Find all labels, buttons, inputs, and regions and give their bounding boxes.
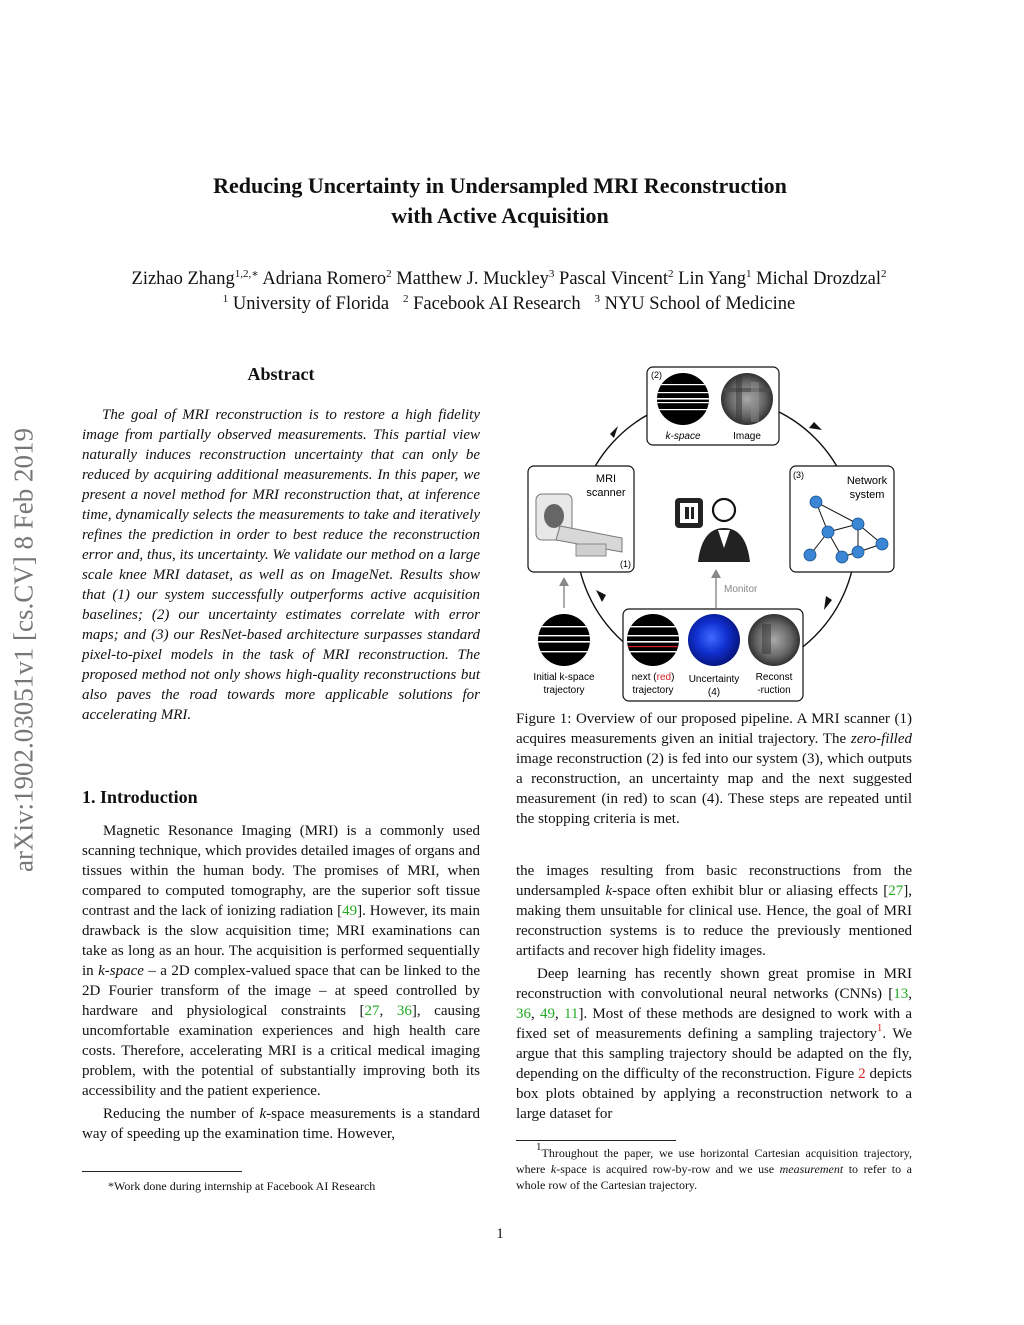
initial-label-line-2: trajectory — [543, 685, 585, 696]
network-node — [852, 518, 864, 530]
image-label: Image — [733, 431, 761, 442]
cycle-arrowhead — [596, 590, 606, 602]
next-trajectory-icon — [627, 614, 679, 666]
author: Michal Drozdzal$^2$ — [756, 268, 887, 289]
citation-link[interactable]: 36 — [516, 1006, 531, 1022]
author: Lin Yang$^1$ — [678, 268, 752, 289]
footnote-ref[interactable]: 1 — [876, 1022, 883, 1034]
recon-label-line-2: -ruction — [757, 685, 791, 696]
step-label-4: (4) — [707, 687, 721, 698]
author-list — [0, 269, 1018, 290]
step-label-1: (1) — [620, 559, 631, 569]
reconstruction-icon — [748, 614, 800, 666]
cycle-arrowhead — [809, 422, 822, 430]
right-paragraph-2: Deep learning has recently shown great promise in MRI reconstruction with convolutional neural networks (CNNs) [13, 36, 49, 11]. Most of these methods are designed to work with a fixed set of measurements defining a sampling trajectory$^1$. We argue that this sampling trajectory should be adapted on the fly, depending on the difficulty of the reconstruction. Figure 2 depicts box plots obtained by applying a reconstruction network to a large dataset for — [516, 966, 913, 1122]
paper-title-line-2: with Active Acquisition — [391, 203, 609, 228]
network-node — [822, 526, 834, 538]
arxiv-id: arXiv:1902.03051v1 [cs.CV] 8 Feb 2019 — [8, 428, 39, 872]
step-label-2: (2) — [651, 370, 662, 380]
figure-ref-link[interactable]: 2 — [858, 1066, 866, 1082]
affiliation: $^2$ Facebook AI Research — [402, 293, 581, 314]
next-label-line-1: next (red) — [631, 672, 675, 683]
network-node — [810, 496, 822, 508]
arxiv-stamp — [4, 360, 44, 940]
network-label-line-2: system — [849, 489, 885, 501]
affiliation: $^3$ NYU School of Medicine — [594, 293, 796, 314]
network-node — [836, 551, 848, 563]
affiliation-list — [0, 294, 1018, 315]
cycle-arrowhead — [610, 426, 618, 438]
section-heading-introduction: 1. Introduction — [82, 787, 198, 807]
citation-link[interactable]: 49 — [540, 1006, 555, 1022]
uncertainty-label: Uncertainty — [688, 674, 740, 685]
initial-trajectory-icon — [538, 614, 590, 666]
citation-link[interactable]: 11 — [564, 1006, 579, 1022]
kspace-label: k-space — [665, 431, 701, 442]
author: Matthew J. Muckley$^3$ — [396, 268, 555, 289]
citation-link[interactable]: 27 — [364, 1003, 380, 1019]
monitor-label: Monitor — [724, 584, 758, 595]
intro-paragraph-2: Reducing the number of k-space measurements is a standard way of speeding up the examination time. However, — [82, 1106, 480, 1142]
mri-label-line-2: scanner — [586, 487, 626, 499]
network-node — [804, 549, 816, 561]
citation-link[interactable]: 13 — [893, 986, 909, 1002]
right-paragraph-1: the images resulting from basic reconstructions from the undersampled k-space often exhibit blur or aliasing effects [27], making them unsuitable for clinical use. Hence, the goal of MRI reconstruction systems is to reduce the previously mentioned artifacts and recover high fidelity images. — [516, 863, 913, 959]
mri-label-line-1: MRI — [595, 473, 617, 485]
author: Adriana Romero$^2$ — [262, 268, 392, 289]
knee-image-icon — [721, 373, 773, 425]
network-node — [876, 538, 888, 550]
intro-body — [82, 821, 480, 1144]
footnote-left: *Work done during internship at Facebook AI Research — [108, 1179, 376, 1193]
citation-link[interactable]: 49 — [342, 903, 358, 919]
network-node — [852, 546, 864, 558]
doctor-icon — [675, 498, 750, 562]
initial-arrowhead — [559, 577, 569, 586]
paper-title-line-1: Reducing Uncertainty in Undersampled MRI Reconstruction — [213, 173, 787, 198]
step-label-3: (3) — [793, 470, 804, 480]
abstract-heading: Abstract — [247, 364, 315, 384]
next-label-line-2: trajectory — [632, 685, 674, 696]
figure-1-caption: Figure 1: Overview of our proposed pipeline. A MRI scanner (1) acquires measurements given an initial trajectory. The zero-filled image reconstruction (2) is fed into our system (3), which outputs a reconstruction, an uncertainty map and the next suggested measurement (in red) to scan (4). These steps are repeated until the stopping criteria is met. — [516, 711, 912, 827]
page-number: 1 — [496, 1226, 504, 1242]
monitor-arrowhead — [711, 569, 721, 578]
recon-label-line-1: Reconst — [755, 672, 793, 683]
citation-link[interactable]: 36 — [396, 1003, 412, 1019]
abstract-text: The goal of MRI reconstruction is to restore a high fidelity image from partially observed measurements. This partial view naturally induces reconstruction uncertainty that can only be reduced by acquiring additional measurements. In this paper, we present a novel method for MRI reconstruction that, at inference time, dynamically selects the measurements to take and iteratively refines the prediction in order to best reduce the reconstruction error and, thus, its uncertainty. We validate our method on a large scale knee MRI dataset, as well as on ImageNet. Results show that (1) our system successfully outperforms active acquisition baselines; (2) our uncertainty estimates correlate with error maps; and (3) our ResNet-based architecture surpasses standard pixel-to-pixel models in the task of MRI reconstruction. The proposed method not only shows high-quality reconstructions but also paves the road towards more applicable solutions for accelerating MRI. — [82, 407, 480, 723]
affiliation: $^1$ University of Florida — [222, 293, 390, 314]
figure-1-pipeline — [526, 362, 908, 702]
network-label-line-1: Network — [846, 475, 888, 487]
cycle-arrowhead — [824, 596, 832, 610]
citation-link[interactable]: 27 — [888, 883, 904, 899]
author: Pascal Vincent$^2$ — [559, 268, 674, 289]
uncertainty-map-icon — [688, 614, 740, 666]
author: Zizhao Zhang$^{1,2,∗}$ — [131, 268, 259, 289]
footnote-rule — [82, 1171, 242, 1172]
abstract-body — [82, 405, 480, 725]
reconstruction-texture — [762, 624, 771, 654]
initial-label-line-1: Initial k-space — [533, 672, 595, 683]
intro-paragraph-1: Magnetic Resonance Imaging (MRI) is a commonly used scanning technique, which provides detailed images of organs and tissues within the human body. The promises of MRI, when compared to computed tomography, are the superior soft tissue contrast and the lack of ionizing radiation [49]. However, its main drawback is the slow acquisition time; MRI examinations can take as long as an hour. The acquisition is performed sequentially in k-space – a 2D complex-valued space that can be linked to the 2D Fourier transform of the image – at speed controlled by hardware and physiological constraints [27, 36], causing uncomfortable examination experiences and high health care costs. Therefore, accelerating MRI is a critical medical imaging problem, with the potential of substantially improving both its accessibility and the patient experience. — [82, 823, 481, 1099]
footnote-right: $^1$Throughout the paper, we use horizontal Cartesian acquisition trajectory, where k-space is acquired row-by-row and we use measurement to refer to a whole row of the Cartesian trajectory. — [516, 1141, 912, 1192]
right-column-body — [516, 861, 912, 1124]
